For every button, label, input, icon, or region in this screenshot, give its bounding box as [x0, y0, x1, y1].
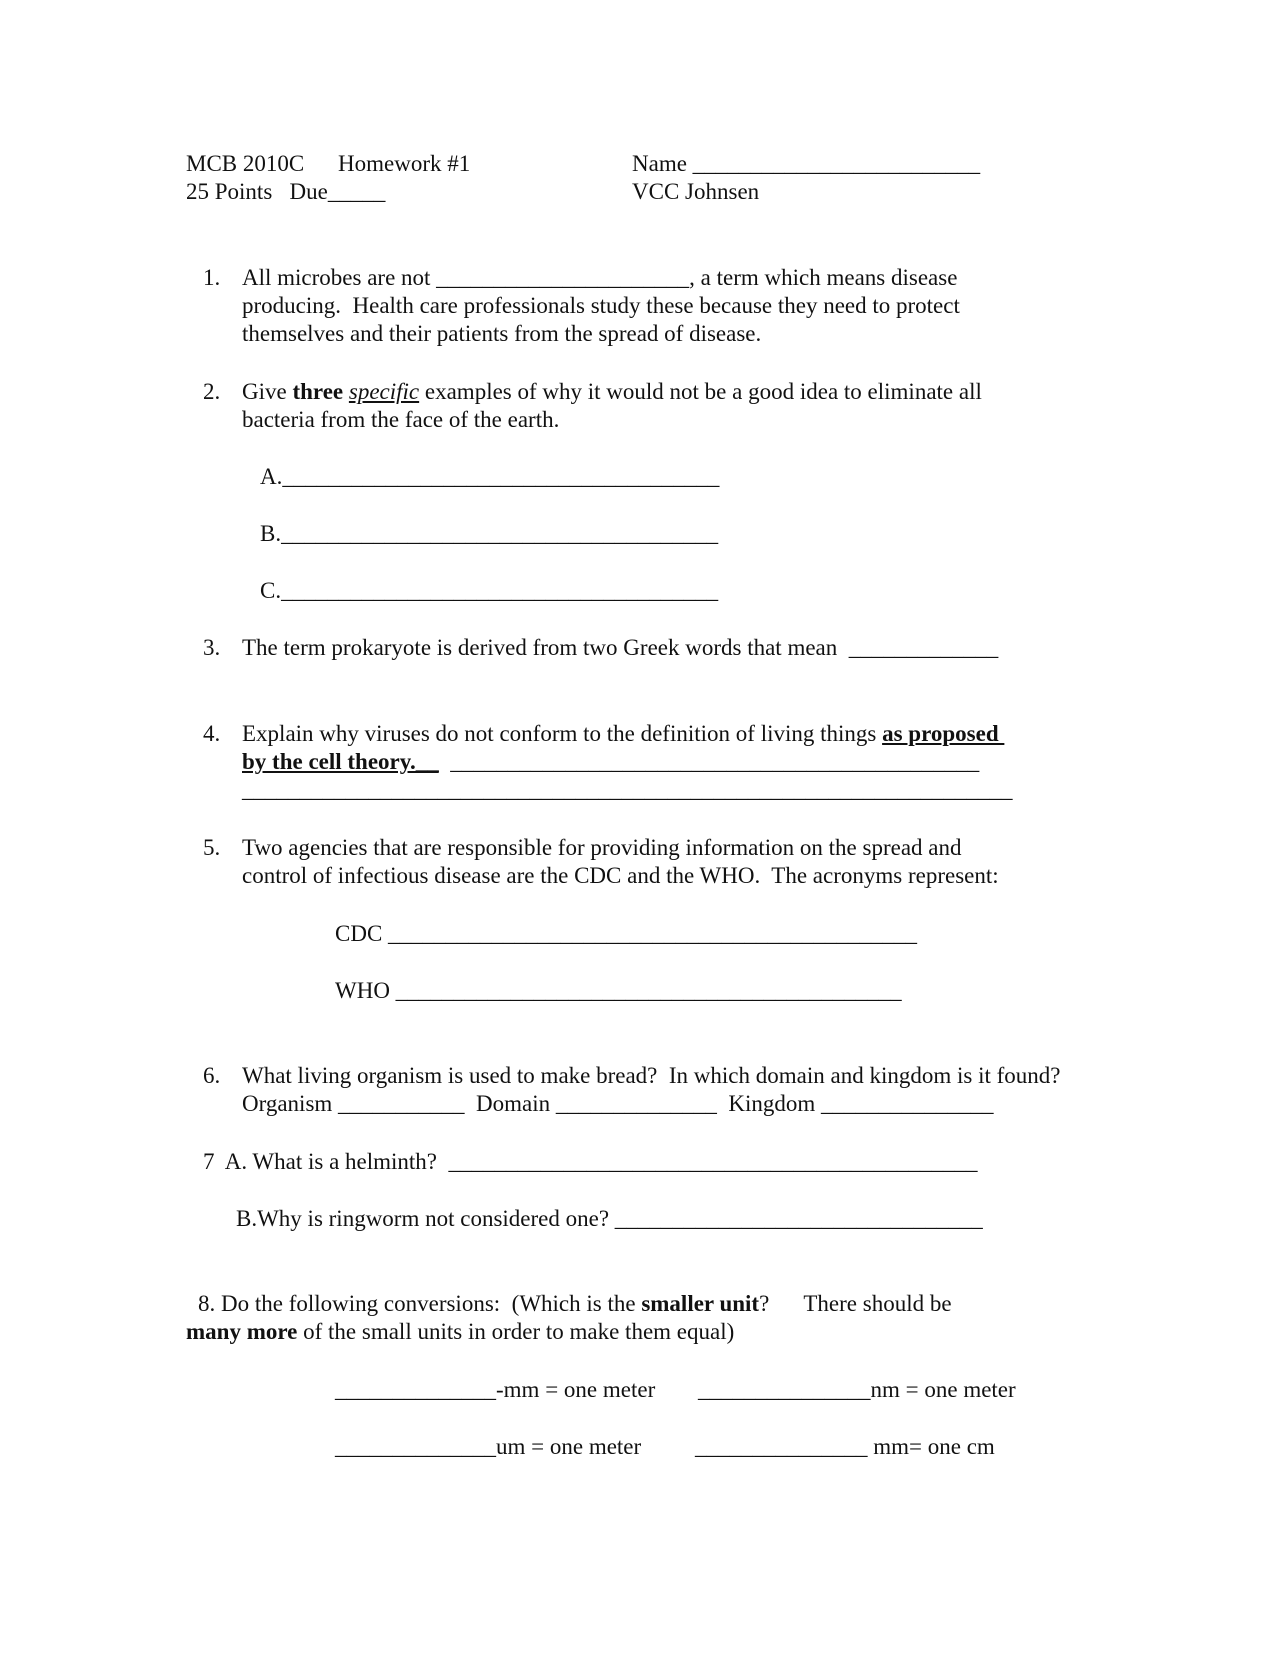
q1-number: 1.	[203, 265, 221, 290]
q8-conv-um-meter: ______________um = one meter	[335, 1434, 642, 1459]
q7-a: 7 A. What is a helminth? ______________________________________________	[203, 1149, 978, 1174]
q1-line3: themselves and their patients from the spread of disease.	[242, 321, 762, 346]
q8-line2-bold: many more	[186, 1319, 298, 1344]
q1-line1: All microbes are not ______________________, a term which means disease	[242, 265, 958, 290]
q8-line1-pre: 8. Do the following conversions: (Which is the	[198, 1291, 642, 1316]
course-code: MCB 2010C	[186, 151, 305, 176]
q6-line1: What living organism is used to make bread? In which domain and kingdom is it found?	[242, 1063, 1061, 1088]
q4-line2	[242, 748, 979, 776]
q8-line1-post: ? There should be	[759, 1291, 952, 1316]
q8-line1	[198, 1290, 952, 1318]
q6-number: 6.	[203, 1063, 221, 1088]
q4-number: 4.	[203, 721, 221, 746]
q3-text: The term prokaryote is derived from two Greek words that mean _____________	[242, 635, 999, 660]
q5-number: 5.	[203, 835, 221, 860]
q2-italic: specific	[348, 379, 420, 404]
q4-line1-bold: as proposed	[882, 721, 1005, 746]
q8-conv-mm-cm: _______________ mm= one cm	[695, 1434, 995, 1459]
q2-answer-c: C.______________________________________	[260, 578, 719, 603]
q2-answer-b: B.______________________________________	[260, 521, 719, 546]
q5-line1: Two agencies that are responsible for providing information on the spread and	[242, 835, 962, 860]
q4-line1-pre: Explain why viruses do not conform to the definition of living things	[242, 721, 883, 746]
q2-bold: three	[292, 379, 344, 404]
q5-line2: control of infectious disease are the CDC and the WHO. The acronyms represent:	[242, 863, 999, 888]
q5-cdc: CDC ______________________________________________	[335, 921, 918, 946]
q3-number: 3.	[203, 635, 221, 660]
q4-line2-post: ______________________________________________	[438, 749, 980, 774]
q2-number: 2.	[203, 379, 221, 404]
q8-line2-post: of the small units in order to make them equal)	[297, 1319, 735, 1344]
q2-line2: bacteria from the face of the earth.	[242, 407, 560, 432]
q7-b: B.Why is ringworm not considered one? ________________________________	[236, 1206, 983, 1231]
q4-line2-bold: by the cell theory.__	[242, 749, 439, 774]
assignment-title: Homework #1	[338, 151, 471, 176]
q5-who: WHO ____________________________________________	[335, 978, 902, 1003]
q2-line1	[242, 378, 982, 406]
q8-line1-bold: smaller unit	[641, 1291, 760, 1316]
instructor: VCC Johnsen	[632, 179, 760, 204]
points-due: 25 Points Due_____	[186, 179, 386, 204]
q2-post: examples of why it would not be a good idea to eliminate all	[419, 379, 982, 404]
q2-pre: Give	[242, 379, 293, 404]
q8-conv-mm-meter: ______________-mm = one meter	[335, 1377, 656, 1402]
q4-line3: ___________________________________________________________________	[242, 777, 1013, 802]
q1-line2: producing. Health care professionals study these because they need to protect	[242, 293, 960, 318]
q8-conv-nm-meter: _______________nm = one meter	[698, 1377, 1016, 1402]
q6-line2: Organism ___________ Domain ______________ Kingdom _______________	[242, 1091, 994, 1116]
q4-line1	[242, 720, 1004, 748]
name-line: Name _________________________	[632, 151, 981, 176]
q8-line2	[186, 1318, 734, 1346]
q2-answer-a: A.______________________________________	[260, 464, 720, 489]
